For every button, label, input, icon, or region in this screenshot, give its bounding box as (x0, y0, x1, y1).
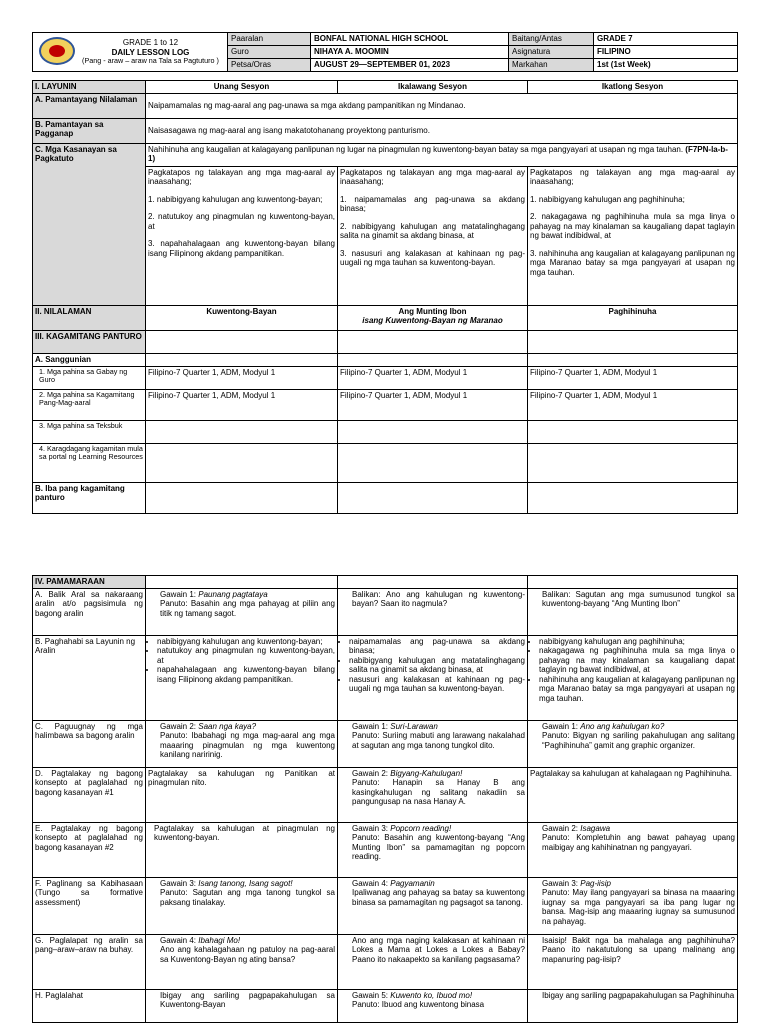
field-label: Petsa/Oras (228, 59, 311, 72)
ref-cell: Filipino-7 Quarter 1, ADM, Modyul 1 (338, 366, 528, 389)
activity-title: Gawain 2: (352, 768, 391, 778)
activity-title: Gawain 3: (352, 823, 391, 833)
empty-cell (338, 330, 528, 353)
bullet-item: • nabibigyang kahulugan ang matatalinghagang salita na ginamit sa akdang binasa, at (349, 656, 525, 675)
cell-d2 (338, 767, 528, 822)
objectives-3 (528, 166, 738, 305)
cell-b3 (528, 635, 738, 720)
row-label: 4. Karagdagang kagamitan mula sa portal ng Learning Resources (33, 443, 146, 482)
bullet-item: • natutukoy ang pinagmulan ng kuwentong-bayan, at (157, 646, 335, 665)
activity-name: Saan nga kaya? (198, 721, 257, 731)
ref-cell: Filipino-7 Quarter 1, ADM, Modyul 1 (338, 389, 528, 420)
cell-f3 (528, 877, 738, 934)
col-head-1: Unang Sesyon (146, 81, 338, 94)
activity-name: Kuwento ko, Ibuod mo! (390, 990, 473, 1000)
cell-a3: Balikan: Sagutan ang mga sumusunod tungkol sa kuwentong-bayang “Ang Munting Ibon” (528, 588, 738, 635)
row-label: A. Pamantayang Nilalaman (33, 93, 146, 118)
content-1: Kuwentong-Bayan (146, 305, 338, 330)
activity-title: Gawain 3: (542, 878, 581, 888)
field-label: Guro (228, 46, 311, 59)
objectives-1 (146, 166, 338, 305)
row-text: Naipamamalas ng mag-aaral ang pag-unawa sa mga akdang pampanitikan ng Mindanao. (146, 93, 738, 118)
empty-cell (146, 482, 338, 513)
empty-cell (338, 353, 528, 366)
empty-cell (146, 353, 338, 366)
activity-text: Panuto: Basahin ang kuwentong-bayang “Ang Munting Ibon” sa pamamagitan ng popcorn reading. (352, 833, 525, 861)
teacher-value: NIHAYA A. MOOMIN (311, 46, 509, 59)
row-text (146, 143, 738, 166)
activity-text: Panuto: Ibuod ang kuwentong binasa (352, 1000, 485, 1009)
row-label: C. Mga Kasanayan sa Pagkatuto (33, 143, 146, 305)
activity-title: Gawain 5: (352, 990, 391, 1000)
content-2-title: Ang Munting Ibon (398, 306, 467, 316)
ref-cell: Filipino-7 Quarter 1, ADM, Modyul 1 (528, 366, 738, 389)
col-head-3: Ikatlong Sesyon (528, 81, 738, 94)
cell-h1: Ibigay ang sariling pagpapakahulugan sa Kuwentong-Bayan (146, 989, 338, 1022)
header-table (32, 32, 738, 72)
row-label: 1. Mga pahina sa Gabay ng Guro (33, 366, 146, 389)
activity-title: Gawain 1: (160, 589, 199, 599)
date-value: AUGUST 29—SEPTEMBER 01, 2023 (311, 59, 509, 72)
activity-title: Gawain 4: (352, 878, 391, 888)
row-label: B. Paghahabi sa Layunin ng Aralin (33, 635, 146, 720)
content-3: Paghihinuha (528, 305, 738, 330)
content-2-subtitle: isang Kuwentong-Bayan ng Maranao (362, 316, 503, 325)
empty-cell (146, 330, 338, 353)
activity-text: Panuto: Bigyan ng sariling pakahulugan ang salitang “Paghihinuha” gamit ang graphic organizer. (542, 731, 735, 750)
school-value: BONFAL NATIONAL HIGH SCHOOL (311, 33, 509, 46)
objective-item: 3. nahihinuha ang kaugalian at kalagayang panlipunan ng mga Maranao batay sa mga pangyayari at usapan ng mga tauhan. (530, 248, 735, 277)
activity-name: Ibahagi Mo! (198, 935, 241, 945)
field-label: Markahan (509, 59, 594, 72)
section-head-layunin: I. LAYUNIN (33, 81, 146, 94)
activity-name: Pagyamanin (390, 878, 435, 888)
cell-h2 (338, 989, 528, 1022)
activity-text: Panuto: Basahin ang mga pahayag at piliin ang titik ng tamang sagot. (160, 599, 335, 618)
objective-item: 2. nabibigyang kahulugan ang matatalinghagang salita na ginamit sa akdang binasa, at (340, 221, 525, 240)
bullet-item: • nahihinuha ang kaugalian at kalagayang panlipunan ng mga Maranao batay sa mga pangyayari at usapan ng mga tauhan. (539, 675, 735, 704)
row-label: D. Pagtalakay ng bagong konsepto at paglalahad ng bagong kasanayan #1 (33, 767, 146, 822)
row-label: F. Paglinang sa Kabihasaan (Tungo sa formative assessment) (33, 877, 146, 934)
section-head-pamamaraan: IV. PAMAMARAAN (33, 576, 146, 589)
cell-e2 (338, 822, 528, 877)
bullet-item: • nabibigyang kahulugan ang paghihinuha; (539, 637, 735, 647)
activity-title: Gawain 1: (352, 721, 391, 731)
row-label: E. Pagtalakay ng bagong konsepto at paglalahad ng bagong kasanayan #2 (33, 822, 146, 877)
activity-title: Gawain 2: (542, 823, 581, 833)
bullet-item: • nabibigyang kahulugan ang kuwentong-bayan; (157, 637, 335, 647)
content-2 (338, 305, 528, 330)
activity-text: Ipaliwanag ang pahayag sa batay sa kuwentong binasa sa pamamagitan ng pagsagot sa tanong. (352, 888, 525, 907)
deped-seal-icon (39, 37, 75, 65)
subject-value: FILIPINO (594, 46, 738, 59)
cell-g2: Ano ang mga naging kalakasan at kahinaan ni Lokes a Mama at Lokes a Lokes a Babay? Paano ito nakaapekto sa kanilang pagsasama? (338, 934, 528, 989)
objective-item: 1. naipamamalas ang pag-unawa sa akdang binasa; (340, 194, 525, 213)
cell-f1 (146, 877, 338, 934)
activity-name: Ano ang kahulugan ko? (580, 721, 665, 731)
ref-cell (146, 443, 338, 482)
row-label: 2. Mga pahina sa Kagamitang Pang-Mag-aaral (33, 389, 146, 420)
cell-e1: Pagtalakay sa kahulugan at pinagmulan ng kuwentong-bayan. (146, 822, 338, 877)
field-label: Paaralan (228, 33, 311, 46)
empty-cell (338, 576, 528, 589)
empty-cell (338, 482, 528, 513)
cell-f2 (338, 877, 528, 934)
objectives-intro: Pagkatapos ng talakayan ang mga mag-aaral ay inaasahang; (148, 167, 335, 186)
empty-cell (528, 330, 738, 353)
ref-cell (338, 420, 528, 443)
activity-text: Panuto: Hanapin sa Hanay B ang kasingkahulugan ng salitang nakadiin sa pangungusap na nasa Hanay A. (352, 778, 525, 806)
objective-item: 1. nabibigyang kahulugan ang paghihinuha; (530, 194, 685, 204)
grade-range: GRADE 1 to 12 (122, 38, 179, 48)
bullet-item: • nakagagawa ng paghihinuha mula sa mga linya o pahayag na may kinalaman sa kaugaliang dapat taglayin ng bawat indibidwal, at (539, 646, 735, 675)
objectives-intro: Pagkatapos ng talakayan ang mga mag-aaral ay inaasahang; (340, 167, 525, 186)
activity-title: Gawain 3: (160, 878, 199, 888)
section-head-kagamitan: III. KAGAMITANG PANTURO (33, 330, 146, 353)
row-label: A. Balik Aral sa nakaraang aralin at/o pagsisimula ng bagong aralin (33, 588, 146, 635)
cell-b1 (146, 635, 338, 720)
row-label: A. Sanggunian (33, 353, 146, 366)
ref-cell (146, 420, 338, 443)
quarter-value: 1st (1st Week) (594, 59, 738, 72)
empty-cell (528, 482, 738, 513)
section-head-nilalaman: II. NILALAMAN (33, 305, 146, 330)
ref-cell: Filipino-7 Quarter 1, ADM, Modyul 1 (528, 389, 738, 420)
empty-cell (528, 353, 738, 366)
lesson-table-part1 (32, 80, 738, 514)
row-label: B. Pamantayan sa Pagganap (33, 118, 146, 143)
bullet-item: • napahahalagaan ang kuwentong-bayan bilang isang Filipinong akdang pampanitikan. (157, 665, 335, 684)
col-head-2: Ikalawang Sesyon (338, 81, 528, 94)
cell-c3 (528, 720, 738, 767)
activity-name: Paunang pagtataya (198, 589, 268, 599)
empty-cell (528, 576, 738, 589)
activity-text: Panuto: Kompletuhin ang bawat pahayag upang maibigay ang kahihinatnan ng pangyayari. (542, 833, 735, 852)
ref-cell: Filipino-7 Quarter 1, ADM, Modyul 1 (146, 389, 338, 420)
bullet-item: • naipamamalas ang pag-unawa sa akdang binasa; (349, 637, 525, 656)
activity-title: Gawain 4: (160, 935, 199, 945)
activity-text: Panuto: Suriing mabuti ang larawang nakalahad at sagutan ang mga tanong tungkol dito. (352, 731, 525, 750)
objective-item: 2. natutukoy ang pinagmulan ng kuwentong-bayan, at (148, 212, 335, 231)
activity-name: Popcorn reading! (390, 823, 452, 833)
header-title-cell (33, 33, 228, 72)
ref-cell (528, 420, 738, 443)
row-label: G. Paglalapat ng aralin sa pang–araw–araw na buhay. (33, 934, 146, 989)
activity-text: Ano ang kahalagahaan ng patuloy na pag-aaral sa Kuwentong-Bayan ng ating bansa? (160, 945, 335, 964)
cell-d3: Pagtalakay sa kahulugan at kahalagaan ng Paghihinuha. (528, 767, 738, 822)
doc-title: DAILY LESSON LOG (111, 47, 190, 57)
row-label: 3. Mga pahina sa Teksbuk (33, 420, 146, 443)
ref-cell: Filipino-7 Quarter 1, ADM, Modyul 1 (146, 366, 338, 389)
doc-subtitle: (Pang - araw – araw na Tala sa Pagtuturo ) (82, 56, 219, 66)
field-label: Baitang/Antas (509, 33, 594, 46)
cell-g1 (146, 934, 338, 989)
activity-name: Bigyang-Kahulugan! (390, 768, 463, 778)
cell-a1 (146, 588, 338, 635)
cell-c1 (146, 720, 338, 767)
bullet-item: • nasusuri ang kalakasan at kahinaan ng pag-uugali ng mga tauhan sa kuwentong-bayan. (349, 675, 525, 694)
empty-cell (146, 576, 338, 589)
activity-name: Isang tanong, Isang sagot! (198, 878, 293, 888)
objective-item: 2. nakagagawa ng paghihinuha mula sa mga linya o pahayag na may kinalaman sa kaugaliang dapat taglayin ng bawat indibidwal, at (530, 212, 735, 240)
cell-a2: Balikan: Ano ang kahulugan ng kuwentong-bayan? Saan ito nagmula? (338, 588, 528, 635)
activity-title: Gawain 1: (542, 721, 581, 731)
activity-text: Panuto: May ilang pangyayari sa binasa na maaaring iugnay sa mga pangyayari sa iba pang lugar ng bansa. Mag-isip ang maaaring iugnay sa sumusunod na pahayag. (542, 888, 735, 926)
row-label: B. Iba pang kagamitang panturo (33, 482, 146, 513)
activity-text: Panuto: Sagutan ang mga tanong tungkol sa paksang tinalakay. (160, 888, 335, 907)
competency-text: Nahihinuha ang kaugalian at kalagayang panlipunan ng lugar na pinagmulan ng kuwentong-bayan batay sa mga pangyayari at usapan ng mga tauhan. (148, 144, 684, 154)
cell-h3: Ibigay ang sariling pagpapakahulugan sa Paghihinuha (528, 989, 738, 1022)
grade-value: GRADE 7 (594, 33, 738, 46)
row-label: H. Paglalahat (33, 989, 146, 1022)
activity-text: Panuto: Ibabahagi ng mga mag-aaral ang mga maaaring pinagmulan ng mga kuwentong kanilang naririnig. (160, 731, 335, 759)
activity-name: Pag-iisip (580, 878, 611, 888)
objective-item: 3. napahahalagaan ang kuwentong-bayan bilang isang Filipinong akdang pampanitikan. (148, 239, 335, 258)
objective-item: 3. nasusuri ang kalakasan at kahinaan ng pag-uugali ng mga tauhan sa kuwentong-bayan. (340, 248, 525, 267)
field-label: Asignatura (509, 46, 594, 59)
activity-name: Suri-Larawan (390, 721, 438, 731)
competency-code: (F7PN-la-b-1) (148, 144, 728, 163)
activity-name: Isagawa (580, 823, 611, 833)
lesson-table-part2 (32, 575, 738, 1023)
row-text: Naisasagawa ng mag-aaral ang isang makatotohanang proyektong panturismo. (146, 118, 738, 143)
ref-cell (528, 443, 738, 482)
cell-b2 (338, 635, 528, 720)
cell-e3 (528, 822, 738, 877)
row-label: C. Paguugnay ng mga halimbawa sa bagong aralin (33, 720, 146, 767)
objectives-2 (338, 166, 528, 305)
cell-c2 (338, 720, 528, 767)
activity-title: Gawain 2: (160, 721, 199, 731)
objective-item: 1. nabibigyang kahulugan ang kuwentong-bayan; (148, 194, 323, 204)
cell-g3: Isaisip! Bakit nga ba mahalaga ang paghihinuha? Paano ito nakatutulong sa upang malinang ang mapanuring pag-iisip? (528, 934, 738, 989)
ref-cell (338, 443, 528, 482)
cell-d1: Pagtalakay sa kahulugan ng Panitikan at pinagmulan nito. (146, 767, 338, 822)
objectives-intro: Pagkatapos ng talakayan ang mga mag-aaral ay inaasahang; (530, 167, 735, 186)
